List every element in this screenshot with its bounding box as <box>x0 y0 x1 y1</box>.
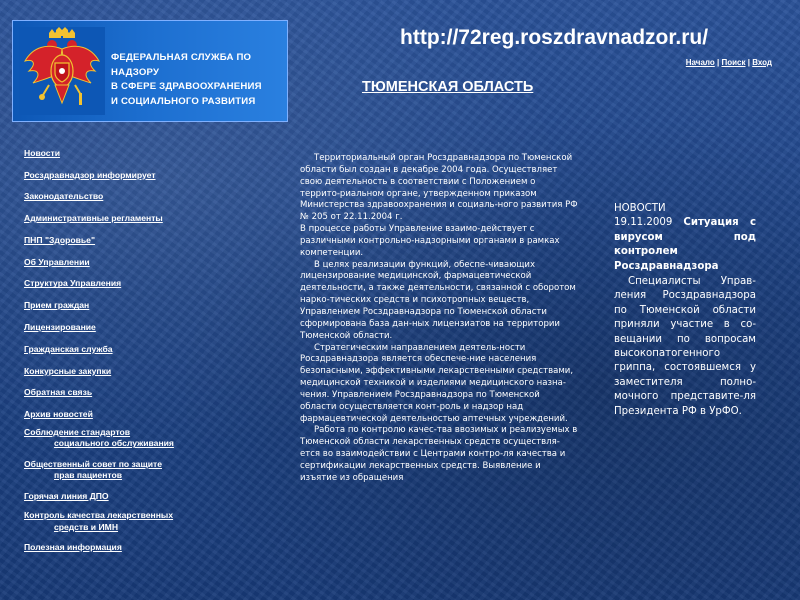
article-paragraph: Территориальный орган Росздравнадзора по Тюменской области был создан в декабре 2004 года. Осуществляет свою деятельность в соответствии с Положением о террито-риальном органе, утвержденном приказом Министерства здравоохранения и социаль-ного развития РФ № 205 от 22.11.2004 г. <box>300 153 578 223</box>
news-date: 19.11.2009 <box>614 217 673 229</box>
region-title[interactable]: ТЮМЕНСКАЯ ОБЛАСТЬ <box>362 79 534 95</box>
sidebar-item-procurement[interactable]: Конкурсные закупки <box>24 365 112 376</box>
article-body <box>300 153 578 485</box>
double-headed-eagle-emblem-icon <box>19 27 105 115</box>
sidebar-item-about[interactable]: Об Управлении <box>24 256 90 267</box>
agency-name-line-3: И СОЦИАЛЬНОГО РАЗВИТИЯ <box>111 95 256 107</box>
article-paragraph: В процессе работы Управление взаимо-действует с различными контрольно-надзорными органами в рамках компетенции. <box>300 224 560 258</box>
sidebar-item-label: Контроль качества лекарственных <box>24 510 174 521</box>
article-paragraph: В целях реализации функций, обеспе-чивающих лицензирование медицинской, фармацевтической деятельности, а также деятельности, связанной с оборотом нарко-тических средств и психотропных веществ, Управлением Росздравнадзора по Тюменской области сформирована база дан-ных лицензиатов на территории Тюменской области. <box>300 259 576 341</box>
sidebar-item-structure[interactable]: Структура Управления <box>24 278 122 289</box>
site-url: http://72reg.roszdravnadzor.ru/ <box>400 26 709 49</box>
news-panel <box>614 202 756 419</box>
agency-name <box>111 51 287 109</box>
sidebar-item-licensing[interactable]: Лицензирование <box>24 322 96 333</box>
news-label: НОВОСТИ <box>614 203 666 214</box>
sidebar-item-regulations[interactable]: Административные регламенты <box>24 213 163 224</box>
link-separator: | <box>717 58 720 67</box>
sidebar-item-reception[interactable]: Прием граждан <box>24 300 90 311</box>
sidebar-item-label: Соблюдение стандартов <box>24 426 131 437</box>
search-link[interactable]: Поиск <box>721 58 746 67</box>
sidebar-item-label: средств и ИМН <box>54 521 119 532</box>
sidebar-item-feedback[interactable]: Обратная связь <box>24 387 93 398</box>
article-paragraph: Стратегическим направлением деятель-ности Росздравнадзора является обеспече-ние населения безопасными, эффективными лекарственными средствами, медицинской техникой и изделиями медицинского назна-чения. Управлением Росздравнадзора по Тюменской области осуществляется конт-роль и надзор над фармацевтической деятельностью аптечных учреждений. <box>300 342 574 424</box>
sidebar-item-news-archive[interactable]: Архив новостей <box>24 409 93 420</box>
sidebar-item-health-project[interactable]: ПНП "Здоровье" <box>24 234 96 245</box>
sidebar-item-hotline[interactable]: Горячая линия ДПО <box>24 490 109 501</box>
home-link[interactable]: Начало <box>685 58 715 67</box>
agency-name-line-2: В СФЕРЕ ЗДРАВООХРАНЕНИЯ <box>111 81 262 92</box>
sidebar-item-quality-control[interactable] <box>24 510 224 533</box>
sidebar-item-useful-info[interactable]: Полезная информация <box>24 542 122 553</box>
sidebar-item-label: социального обслуживания <box>54 438 174 449</box>
sidebar-item-label: прав пациентов <box>54 470 123 481</box>
sidebar-menu <box>24 148 224 554</box>
sidebar-item-public-council[interactable] <box>24 459 224 482</box>
link-separator: | <box>747 58 750 67</box>
login-link[interactable]: Вход <box>752 58 772 67</box>
agency-name-line-1: ФЕДЕРАЛЬНАЯ СЛУЖБА ПО НАДЗОРУ <box>111 52 252 78</box>
news-title: Ситуация с вирусом под контролем Росздравнадзора <box>614 217 756 272</box>
news-headline[interactable] <box>614 216 756 274</box>
sidebar-item-label: Общественный совет по защите <box>24 458 162 469</box>
news-body: Специалисты Управ-ления Росздравнадзора по Тюменской области приняли участие в со-вещании по вопросам высокопатогенного гриппа, состоявшемся у заместителя полно-мочного представите-ля Президента РФ в УрФО. <box>614 276 756 417</box>
article-paragraph: Работа по контролю качес-тва ввозимых и реализуемых в Тюменской области лекарственных средств осуществля-ется во взаимодействии с Центрами контро-ля качества и сертификации лекарственных средств. Выявление и изъятие из обращения <box>300 425 578 483</box>
sidebar-item-social-standards[interactable] <box>24 427 224 450</box>
agency-banner[interactable] <box>12 20 288 122</box>
sidebar-item-civil-service[interactable]: Гражданская служба <box>24 343 113 354</box>
sidebar-item-informs[interactable]: Росздравнадзор информирует <box>24 169 156 180</box>
sidebar-item-legislation[interactable]: Законодательство <box>24 191 104 202</box>
top-links <box>686 58 772 67</box>
sidebar-item-news[interactable]: Новости <box>24 148 61 158</box>
